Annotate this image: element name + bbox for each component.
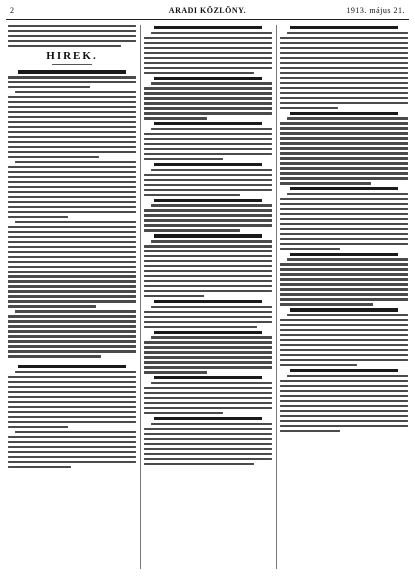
text-line	[280, 385, 408, 387]
text-line	[8, 466, 71, 468]
text-line	[8, 40, 136, 42]
article-headline	[154, 199, 262, 202]
text-line	[8, 156, 99, 158]
text-line	[144, 260, 272, 262]
text-line	[280, 147, 408, 149]
text-line	[15, 221, 136, 223]
text-line	[144, 351, 272, 353]
article-headline	[290, 253, 398, 256]
text-line	[144, 224, 272, 226]
text-line	[151, 423, 272, 425]
text-line	[144, 219, 272, 221]
text-line	[144, 229, 240, 231]
text-line	[8, 211, 136, 213]
text-line	[15, 310, 136, 312]
text-line	[8, 146, 136, 148]
text-line	[8, 191, 136, 193]
text-line	[280, 263, 408, 265]
text-line	[151, 336, 272, 338]
text-line	[8, 186, 136, 188]
text-line	[144, 346, 272, 348]
text-line	[280, 334, 408, 336]
text-line	[8, 411, 136, 413]
article-headline	[290, 26, 398, 29]
text-line	[8, 81, 136, 83]
text-line	[144, 214, 272, 216]
article-headline	[154, 234, 262, 237]
text-line	[280, 157, 408, 159]
text-line	[144, 37, 272, 39]
text-line	[280, 82, 408, 84]
text-column-2	[144, 25, 272, 571]
text-line	[280, 268, 408, 270]
text-line	[144, 356, 272, 358]
text-line	[144, 321, 272, 323]
text-line	[8, 290, 136, 292]
text-line	[144, 67, 272, 69]
text-line	[144, 107, 272, 109]
text-line	[144, 245, 272, 247]
text-line	[144, 189, 272, 191]
text-line	[144, 397, 272, 399]
text-line	[151, 382, 272, 384]
text-line	[8, 86, 90, 88]
text-line	[8, 325, 136, 327]
text-line	[8, 111, 136, 113]
text-line	[8, 30, 136, 32]
text-line	[8, 131, 136, 133]
page-number: 2	[10, 6, 15, 15]
text-line	[280, 283, 408, 285]
text-line	[280, 142, 408, 144]
text-line	[144, 72, 254, 74]
text-line	[280, 102, 408, 104]
text-line	[144, 153, 272, 155]
text-line	[144, 174, 272, 176]
text-line	[8, 305, 96, 307]
text-line	[280, 273, 408, 275]
text-line	[8, 335, 136, 337]
text-line	[8, 151, 136, 153]
text-line	[280, 238, 408, 240]
article-headline	[290, 369, 398, 372]
text-line	[144, 428, 272, 430]
text-line	[280, 47, 408, 49]
text-line	[280, 97, 408, 99]
text-line	[8, 196, 136, 198]
text-line	[280, 415, 408, 417]
text-line	[8, 106, 136, 108]
text-line	[144, 433, 272, 435]
text-line	[280, 400, 408, 402]
text-line	[8, 166, 136, 168]
text-line	[151, 82, 272, 84]
text-line	[280, 177, 408, 179]
text-line	[8, 231, 136, 233]
text-line	[8, 406, 136, 408]
text-line	[8, 271, 136, 273]
text-line	[8, 101, 136, 103]
text-line	[287, 258, 408, 260]
text-line	[280, 203, 408, 205]
article-headline	[18, 70, 126, 73]
text-line	[8, 451, 136, 453]
text-line	[8, 176, 136, 178]
column-rule	[140, 25, 141, 569]
text-line	[280, 152, 408, 154]
text-line	[280, 395, 408, 397]
text-line	[144, 133, 272, 135]
newspaper-page	[6, 5, 409, 571]
text-line	[8, 275, 136, 277]
text-line	[8, 421, 136, 423]
text-line	[287, 32, 408, 34]
text-line	[8, 35, 136, 37]
text-line	[144, 280, 272, 282]
newspaper-title: ARADI KÖZLÖNY.	[168, 6, 247, 15]
text-line	[8, 376, 136, 378]
text-line	[280, 127, 408, 129]
text-line	[144, 158, 223, 160]
article-headline	[290, 187, 398, 190]
text-line	[8, 285, 136, 287]
text-line	[8, 201, 136, 203]
text-line	[151, 169, 272, 171]
text-line	[144, 463, 254, 465]
article-headline	[154, 163, 262, 166]
text-line	[144, 448, 272, 450]
text-line	[280, 132, 408, 134]
text-line	[144, 290, 272, 292]
text-line	[8, 436, 136, 438]
article-headline	[154, 376, 262, 379]
text-line	[8, 45, 121, 47]
text-line	[144, 42, 272, 44]
text-line	[280, 87, 408, 89]
text-line	[287, 193, 408, 195]
text-line	[280, 405, 408, 407]
text-line	[8, 76, 136, 78]
text-line	[8, 426, 68, 428]
text-line	[8, 181, 136, 183]
text-line	[151, 240, 272, 242]
running-header	[6, 5, 409, 20]
text-line	[144, 402, 272, 404]
text-line	[144, 97, 272, 99]
text-line	[280, 339, 408, 341]
text-line	[8, 461, 136, 463]
text-line	[144, 112, 272, 114]
text-line	[8, 456, 136, 458]
text-line	[280, 223, 408, 225]
issue-date: 1913. május 21.	[346, 6, 405, 15]
text-line	[8, 320, 136, 322]
text-line	[144, 138, 272, 140]
text-line	[151, 32, 272, 34]
text-line	[8, 226, 136, 228]
text-line	[280, 137, 408, 139]
text-line	[151, 204, 272, 206]
text-line	[280, 162, 408, 164]
text-line	[8, 280, 136, 282]
text-line	[280, 293, 408, 295]
text-line	[144, 361, 272, 363]
text-line	[8, 126, 136, 128]
text-line	[144, 407, 272, 409]
text-line	[280, 167, 408, 169]
text-line	[144, 458, 272, 460]
text-line	[144, 270, 272, 272]
text-line	[8, 350, 136, 352]
text-line	[280, 364, 357, 366]
text-line	[15, 161, 136, 163]
text-line	[280, 303, 373, 305]
text-line	[144, 265, 272, 267]
text-line	[144, 438, 272, 440]
text-line	[287, 375, 408, 377]
section-heading: HIREK.	[46, 50, 98, 63]
text-line	[8, 391, 136, 393]
text-line	[144, 47, 272, 49]
text-line	[144, 148, 272, 150]
text-line	[280, 208, 408, 210]
text-line	[280, 298, 408, 300]
text-line	[8, 416, 136, 418]
text-line	[280, 288, 408, 290]
text-line	[8, 116, 136, 118]
text-line	[144, 275, 272, 277]
text-line	[8, 236, 136, 238]
text-line	[287, 314, 408, 316]
text-line	[144, 341, 272, 343]
text-line	[8, 381, 136, 383]
column-rule	[276, 25, 277, 569]
text-line	[15, 91, 136, 93]
text-line	[144, 62, 272, 64]
text-line	[280, 248, 340, 250]
text-line	[8, 266, 136, 268]
text-line	[144, 102, 272, 104]
text-line	[280, 72, 408, 74]
text-line	[8, 216, 68, 218]
text-line	[144, 194, 240, 196]
text-line	[144, 371, 207, 373]
text-line	[280, 52, 408, 54]
article-headline	[18, 365, 126, 368]
article-headline	[154, 26, 262, 29]
article-headline	[154, 122, 262, 125]
text-line	[8, 241, 136, 243]
text-line	[144, 366, 272, 368]
text-line	[8, 121, 136, 123]
article-headline	[290, 112, 398, 115]
text-line	[8, 386, 136, 388]
text-line	[280, 243, 408, 245]
text-line	[280, 198, 408, 200]
text-line	[280, 62, 408, 64]
text-line	[280, 390, 408, 392]
text-line	[280, 425, 408, 427]
text-line	[280, 42, 408, 44]
section-rule	[52, 64, 92, 65]
text-line	[280, 430, 340, 432]
text-line	[8, 136, 136, 138]
text-line	[8, 340, 136, 342]
text-line	[144, 250, 272, 252]
article-headline	[154, 77, 262, 80]
text-line	[151, 128, 272, 130]
text-line	[144, 316, 272, 318]
text-line	[280, 233, 408, 235]
article-headline	[154, 331, 262, 334]
text-line	[8, 96, 136, 98]
text-line	[144, 52, 272, 54]
text-line	[280, 67, 408, 69]
text-line	[15, 431, 136, 433]
text-line	[144, 412, 223, 414]
text-line	[144, 143, 272, 145]
text-line	[280, 92, 408, 94]
text-line	[280, 122, 408, 124]
text-line	[280, 278, 408, 280]
text-line	[280, 344, 408, 346]
text-line	[280, 359, 408, 361]
text-line	[280, 329, 408, 331]
text-line	[280, 324, 408, 326]
text-line	[280, 319, 408, 321]
text-column-1	[8, 25, 136, 571]
text-line	[8, 171, 136, 173]
text-line	[8, 206, 136, 208]
text-line	[15, 371, 136, 373]
text-line	[8, 396, 136, 398]
text-line	[144, 117, 207, 119]
text-line	[8, 295, 136, 297]
text-line	[144, 311, 272, 313]
text-line	[8, 141, 136, 143]
text-line	[144, 443, 272, 445]
text-line	[8, 261, 136, 263]
text-line	[144, 326, 257, 328]
text-line	[8, 355, 101, 357]
text-line	[144, 387, 272, 389]
text-line	[144, 92, 272, 94]
text-line	[144, 87, 272, 89]
text-line	[144, 392, 272, 394]
text-line	[280, 172, 408, 174]
text-line	[280, 349, 408, 351]
text-line	[144, 255, 272, 257]
text-line	[144, 295, 204, 297]
text-line	[8, 256, 136, 258]
text-line	[144, 179, 272, 181]
text-line	[280, 213, 408, 215]
text-line	[280, 57, 408, 59]
text-line	[8, 401, 136, 403]
text-line	[8, 300, 136, 302]
text-line	[8, 345, 136, 347]
text-line	[144, 184, 272, 186]
text-line	[280, 218, 408, 220]
text-line	[280, 354, 408, 356]
text-line	[8, 446, 136, 448]
text-line	[8, 315, 136, 317]
text-line	[280, 228, 408, 230]
text-line	[8, 246, 136, 248]
article-headline	[154, 417, 262, 420]
text-line	[280, 410, 408, 412]
text-line	[151, 306, 272, 308]
text-line	[280, 77, 408, 79]
text-line	[287, 117, 408, 119]
text-line	[8, 251, 136, 253]
text-line	[280, 420, 408, 422]
article-headline	[290, 308, 398, 311]
text-column-3	[280, 25, 408, 571]
article-headline	[154, 300, 262, 303]
text-line	[144, 453, 272, 455]
text-line	[144, 285, 272, 287]
text-line	[280, 37, 408, 39]
text-line	[8, 441, 136, 443]
text-line	[144, 209, 272, 211]
text-line	[280, 182, 371, 184]
text-line	[8, 330, 136, 332]
text-line	[280, 380, 408, 382]
text-line	[144, 57, 272, 59]
text-line	[8, 25, 136, 27]
text-line	[280, 107, 338, 109]
